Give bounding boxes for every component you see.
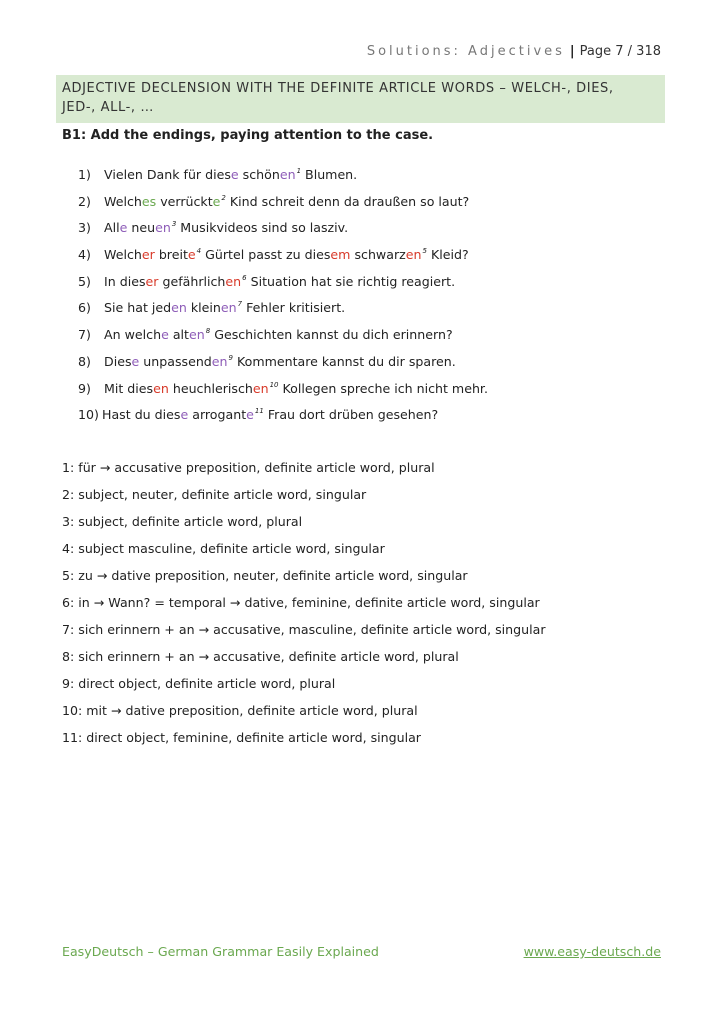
ending-highlight: en	[211, 353, 228, 369]
sentence-fragment: In dies	[104, 273, 146, 289]
ending-highlight: e	[131, 353, 140, 369]
sentence-text	[104, 300, 345, 315]
sentence-text	[104, 354, 456, 369]
section-title: Solutions: Adjectives	[366, 44, 565, 59]
solution-note: 11: direct object, feminine, definite article word, singular	[62, 730, 421, 745]
page-header	[367, 44, 661, 59]
footnote-marker: 11	[254, 407, 264, 416]
ending-highlight: e	[246, 407, 254, 423]
sentence-fragment: Fehler kritisiert.	[242, 300, 346, 316]
sentence-text	[104, 220, 348, 235]
sentence-fragment: Kind schreit denn da draußen so laut?	[225, 193, 470, 209]
sentence-fragment: Frau dort drüben gesehen?	[263, 407, 439, 423]
header-separator: |	[569, 44, 575, 59]
footnote-marker: 10	[269, 380, 279, 389]
ending-highlight: en	[171, 300, 187, 316]
ending-highlight: en	[188, 327, 205, 343]
sentence-text	[104, 247, 469, 262]
sentence-number: 4)	[78, 247, 91, 263]
ending-highlight: en	[153, 380, 169, 396]
ending-highlight: en	[155, 220, 171, 236]
sentence-fragment: Kleid?	[426, 247, 469, 263]
sentence-text	[104, 381, 488, 396]
ending-highlight: em	[330, 247, 351, 263]
exercise-sentence	[78, 194, 698, 221]
sentence-number: 6)	[78, 300, 91, 316]
sentence-fragment: alt	[168, 327, 189, 343]
sentence-fragment: Mit dies	[104, 380, 154, 396]
sentence-fragment: Dies	[104, 353, 132, 369]
sentence-fragment: Musikvideos sind so lasziv.	[176, 220, 349, 236]
sentence-fragment: Hast du dies	[102, 407, 181, 423]
ending-highlight: en	[220, 300, 237, 316]
sentence-text	[102, 407, 438, 422]
sentence-fragment: An welch	[104, 327, 162, 343]
sentence-fragment: Situation hat sie richtig reagiert.	[246, 273, 456, 289]
ending-highlight: e	[119, 220, 128, 236]
sentence-number: 9)	[78, 380, 91, 396]
sentence-fragment: arrogant	[188, 407, 247, 423]
sentence-fragment: Geschichten kannst du dich erinnern?	[210, 327, 453, 343]
footer-brand: EasyDeutsch – German Grammar Easily Explained	[62, 944, 379, 959]
sentence-number: 3)	[78, 220, 91, 236]
ending-highlight: en	[405, 247, 422, 263]
ending-highlight: es	[141, 193, 157, 209]
ending-highlight: e	[230, 167, 239, 182]
exercise-sentence	[78, 167, 698, 194]
footnote-marker: 2	[221, 193, 226, 202]
sentence-text	[104, 274, 455, 289]
sentence-fragment: Welch	[104, 193, 142, 209]
solution-note: 2: subject, neuter, definite article word, singular	[62, 487, 367, 502]
sentence-fragment: Vielen Dank für dies	[104, 167, 231, 182]
ending-highlight: e	[180, 407, 189, 423]
solution-note: 3: subject, definite article word, plural	[62, 514, 303, 529]
footnote-marker: 7	[237, 300, 243, 309]
solution-notes	[62, 460, 546, 757]
ending-highlight: e	[187, 247, 196, 263]
sentence-text	[104, 167, 357, 182]
footnote-marker: 4	[196, 247, 202, 256]
sentence-text	[104, 194, 469, 209]
sentence-text	[104, 327, 453, 342]
heading-banner	[56, 75, 665, 123]
solution-note: 7: sich erinnern + an → accusative, masculine, definite article word, singular	[62, 622, 546, 637]
solution-note: 10: mit → dative preposition, definite article word, plural	[62, 703, 418, 718]
exercise-sentence	[78, 247, 698, 274]
exercise-sentence	[78, 300, 698, 327]
sentence-fragment: breit	[154, 247, 188, 263]
sentence-number: 5)	[78, 273, 91, 289]
ending-highlight: en	[225, 273, 242, 289]
exercise-sentence	[78, 274, 698, 301]
sentence-fragment: Kommentare kannst du dir sparen.	[233, 353, 456, 369]
ending-highlight: er	[141, 247, 155, 263]
page-number: Page 7 / 318	[579, 44, 661, 59]
banner-line-1: ADJECTIVE DECLENSION WITH THE DEFINITE ARTICLE WORDS – WELCH-, DIES,	[62, 81, 614, 96]
sentence-fragment: Gürtel passt zu dies	[201, 247, 331, 263]
solution-note: 5: zu → dative preposition, neuter, definite article word, singular	[62, 568, 468, 583]
ending-highlight: er	[145, 273, 159, 289]
sentence-number: 8)	[78, 353, 91, 369]
footnote-marker: 8	[205, 327, 211, 336]
sentence-fragment: gefährlich	[158, 273, 226, 289]
solution-note: 1: für → accusative preposition, definite article word, plural	[62, 460, 435, 475]
ending-highlight: en	[252, 380, 269, 396]
sentence-fragment: All	[104, 220, 120, 236]
sentence-fragment: unpassend	[139, 353, 212, 369]
exercise-sentence	[78, 407, 698, 434]
sentence-fragment: neu	[127, 220, 156, 236]
ending-highlight: e	[161, 327, 169, 343]
footnote-marker: 1	[296, 167, 302, 175]
ending-highlight: e	[212, 193, 221, 209]
sentence-fragment: Welch	[104, 247, 142, 263]
sentence-fragment: klein	[186, 300, 221, 316]
exercise-sentence	[78, 327, 698, 354]
sentence-number: 10)	[78, 407, 99, 423]
sentence-number: 7)	[78, 327, 91, 343]
solution-note: 6: in → Wann? = temporal → dative, feminine, definite article word, singular	[62, 595, 540, 610]
sentence-fragment: Sie hat jed	[104, 300, 172, 316]
footnote-marker: 6	[242, 273, 247, 282]
footnote-marker: 3	[171, 220, 177, 229]
sentence-number: 2)	[78, 193, 91, 209]
exercise-sentences	[78, 167, 698, 434]
sentence-fragment: heuchlerisch	[168, 380, 253, 396]
solution-note: 8: sich erinnern + an → accusative, definite article word, plural	[62, 649, 459, 664]
footnote-marker: 5	[422, 247, 427, 256]
exercise-sentence	[78, 381, 698, 408]
sentence-fragment: schwarz	[350, 247, 406, 263]
sentence-number: 1)	[78, 167, 91, 182]
sentence-fragment: Blumen.	[301, 167, 358, 182]
footer-link[interactable]: www.easy-deutsch.de	[523, 944, 661, 959]
sentence-fragment: Kollegen spreche ich nicht mehr.	[278, 380, 488, 396]
ending-highlight: en	[279, 167, 296, 182]
sentence-fragment: schön	[238, 167, 280, 182]
sentence-fragment: verrückt	[156, 193, 213, 209]
exercise-sentence	[78, 354, 698, 381]
footnote-marker: 9	[228, 353, 233, 362]
exercise-sentence	[78, 220, 698, 247]
banner-line-2: JED-, ALL-, …	[62, 100, 154, 115]
solution-note: 4: subject masculine, definite article word, singular	[62, 541, 385, 556]
solution-note: 9: direct object, definite article word, plural	[62, 676, 336, 691]
task-instruction: B1: Add the endings, paying attention to the case.	[62, 128, 434, 143]
